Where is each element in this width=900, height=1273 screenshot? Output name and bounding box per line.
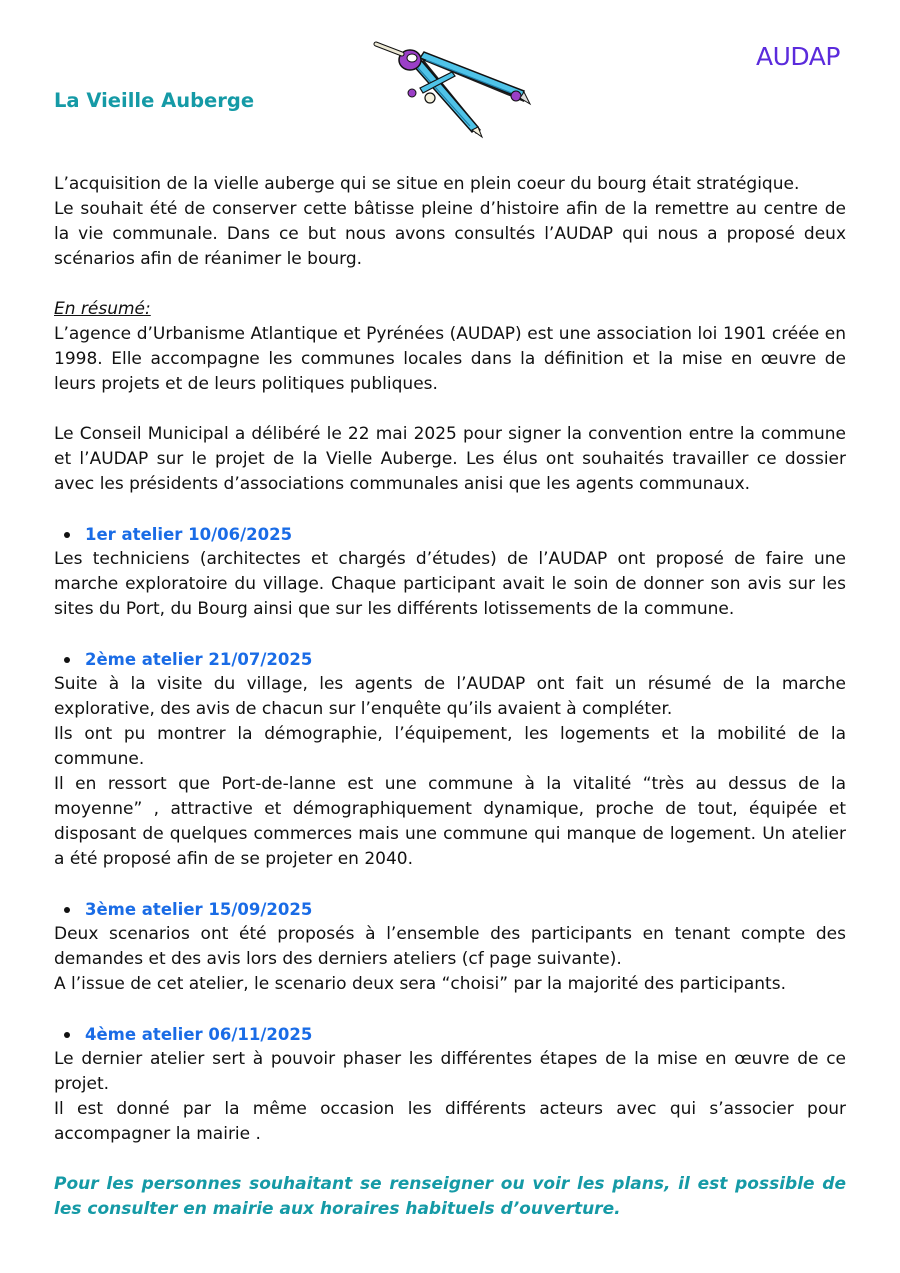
bullet-dot xyxy=(64,532,70,538)
drafting-compass-icon xyxy=(364,38,534,142)
page-title: La Vieille Auberge xyxy=(54,89,255,112)
article-body xyxy=(54,172,846,1222)
bullet-dot xyxy=(64,657,70,663)
intro-paragraph: L’acquisition de la vielle auberge qui se situe en plein coeur du bourg était stratégique. xyxy=(54,174,800,194)
bullet-dot xyxy=(64,907,70,913)
audap-logo: AUDAP xyxy=(756,42,840,71)
workshop-paragraph: Ils ont pu montrer la démographie, l’équipement, les logements et la mobilité de la commune. xyxy=(54,724,846,769)
workshop-paragraph: A l’issue de cet atelier, le scenario deux sera “choisi” par la majorité des participants. xyxy=(54,974,786,994)
workshop-heading: 1er atelier 10/06/2025 xyxy=(54,522,846,547)
closing-note: Pour les personnes souhaitant se renseigner ou voir les plans, il est possible de les consulter en mairie aux horaires habituels d’ouverture. xyxy=(54,1174,846,1219)
workshop-paragraph: Les techniciens (architectes et chargés d’études) de l’AUDAP ont proposé de faire une marche exploratoire du village. Chaque participant avait le soin de donner son avis sur les sites du Port, du Bourg ainsi que sur les différents lotissements de la commune. xyxy=(54,549,846,619)
council-paragraph: Le Conseil Municipal a délibéré le 22 mai 2025 pour signer la convention entre la commune et l’AUDAP sur le projet de la Vielle Auberge. Les élus ont souhaités travailler ce dossier avec les présidents d’associations communales anisi que les agents communaux. xyxy=(54,424,846,494)
bullet-dot xyxy=(64,1032,70,1038)
workshop-paragraph: Il en ressort que Port-de-lanne est une commune à la vitalité “très au dessus de la moyenne” , attractive et démographiquement dynamique, proche de tout, équipée et disposant de quelques commerces mais une commune qui manque de logement. Un atelier a été proposé afin de se projeter en 2040. xyxy=(54,774,846,869)
workshop-paragraph: Le dernier atelier sert à pouvoir phaser les différentes étapes de la mise en œuvre de ce projet. xyxy=(54,1049,846,1094)
workshop-heading: 4ème atelier 06/11/2025 xyxy=(54,1022,846,1047)
summary-heading: En résumé: xyxy=(54,299,151,319)
workshop-paragraph: Deux scenarios ont été proposés à l’ensemble des participants en tenant compte des demandes et des avis lors des derniers ateliers (cf page suivante). xyxy=(54,924,846,969)
workshop-paragraph: Il est donné par la même occasion les différents acteurs avec qui s’associer pour accompagner la mairie . xyxy=(54,1099,846,1144)
summary-paragraph: L’agence d’Urbanisme Atlantique et Pyrénées (AUDAP) est une association loi 1901 créée en 1998. Elle accompagne les communes locales dans la définition et la mise en œuvre de leurs projets et de leurs politiques publiques. xyxy=(54,324,846,394)
workshop-heading: 2ème atelier 21/07/2025 xyxy=(54,647,846,672)
intro-paragraph: Le souhait été de conserver cette bâtisse pleine d’histoire afin de la remettre au centre de la vie communale. Dans ce but nous avons consultés l’AUDAP qui nous a proposé deux scénarios afin de réanimer le bourg. xyxy=(54,199,846,269)
workshop-heading: 3ème atelier 15/09/2025 xyxy=(54,897,846,922)
workshop-paragraph: Suite à la visite du village, les agents de l’AUDAP ont fait un résumé de la marche explorative, des avis de chacun sur l’enquête qu’ils avaient à compléter. xyxy=(54,674,846,719)
